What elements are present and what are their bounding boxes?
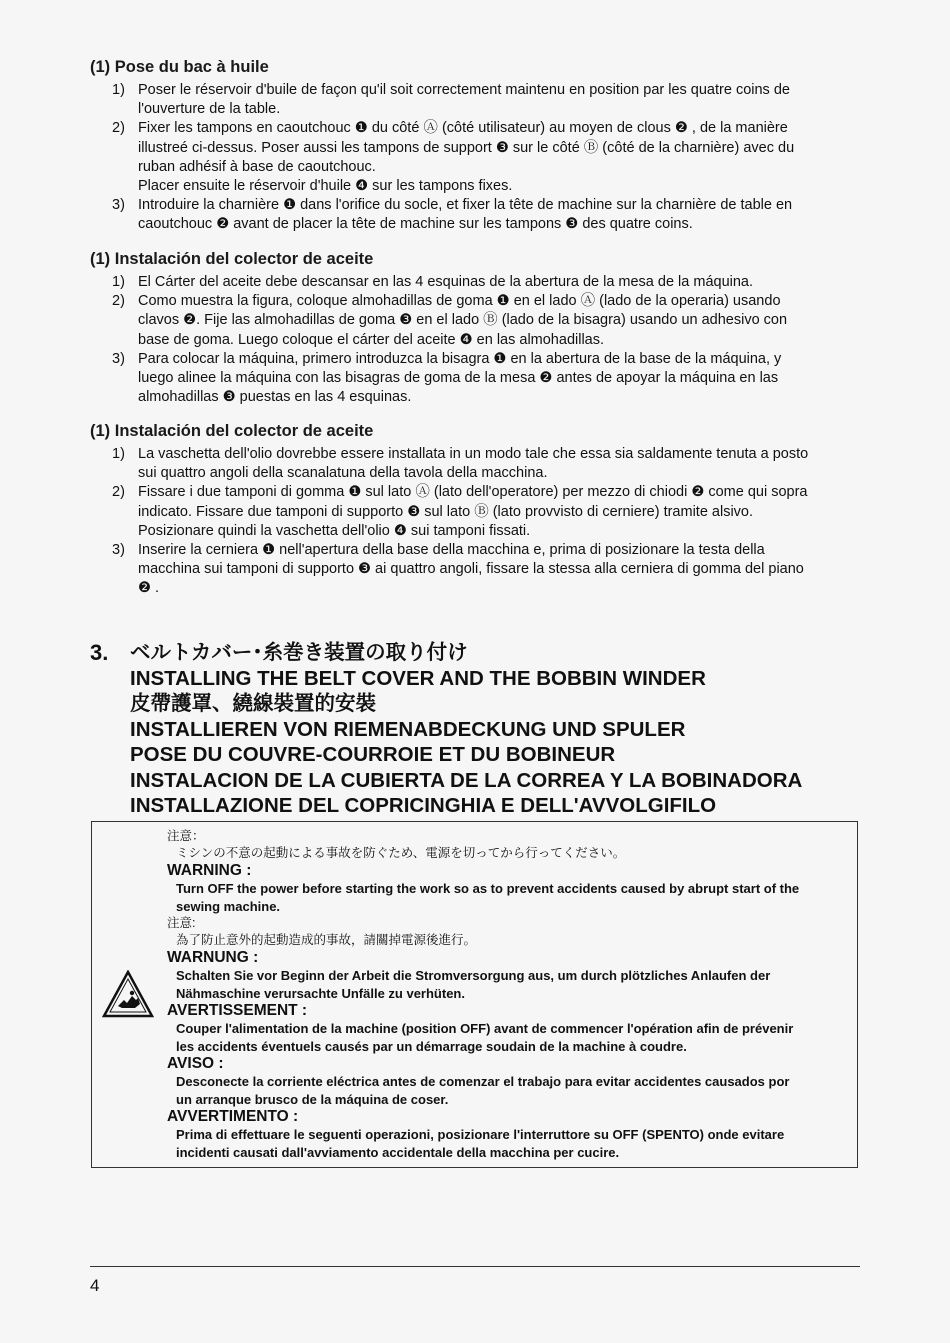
warning-zh: 注意: 為了防止意外的起動造成的事故，請關掉電源後進行。 (167, 916, 477, 947)
section-fr (90, 58, 860, 235)
warning-content (167, 828, 852, 1161)
list-item: 2) Fixer les tampons en caoutchouc ❶ du côté Ⓐ (côté utilisateur) au moyen de clous ❷ , de la manière illustreé ci-dessus. Poser aussi les tampons de support ❸ sur le côté Ⓑ (côté de la charnière) avec du ruban adhésif à base de caoutchouc. Placer ensuite le réservoir d'huile ❹ sur les tampons fixes. (112, 120, 795, 195)
list-item: 3) Para colocar la máquina, primero introduzca la bisagra ❶ en la abertura de la base de la máquina, y luego alinee la máquina con las bisagras de goma de la mesa ❷ antes de apoyar la máquina en las almohadillas ❸ puestas en las 4 esquinas. (112, 350, 782, 406)
page-number: 4 (90, 1276, 100, 1295)
warning-fr: AVERTISSEMENT : Couper l'alimentation de la machine (position OFF) avant de commencer l'opération afin de prévenir les accidents éventuels causés par un démarrage soudain de la machine à coudre. (167, 1002, 794, 1054)
list-item: 1) Poser le réservoir d'buile de façon qu'il soit correctement maintenu en position par les quatre coins de l'ouverture de la table. (112, 82, 790, 118)
list-item: 3) Introduire la charnière ❶ dans l'orifice du socle, et fixer la tête de machine sur la charnière de table en caoutchouc ❷ avant de placer la tête de machine sur les tampons ❸ des quatre coins. (112, 197, 793, 233)
section-it (90, 422, 860, 599)
section-heading: (1) Pose du bac à huile (90, 58, 269, 76)
instruction-list (90, 81, 860, 235)
footer-rule (90, 1266, 860, 1267)
title-de: INSTALLIEREN VON RIEMENABDECKUNG UND SPULER (130, 717, 686, 741)
section-es (90, 250, 860, 407)
list-item: 2) Fissare i due tamponi di gomma ❶ sul lato Ⓐ (lato dell'operatore) per mezzo di chiodi ❷ come qui sopra indicato. Fissare due tamponi di supporto ❸ sul lato Ⓑ (lato provvisto di cerniere) tramite alsivo. Posizionare quindi la vaschetta dell'olio ❹ sui tamponi fissati. (112, 484, 808, 539)
list-item: 1) La vaschetta dell'olio dovrebbe essere installata in un modo tale che essa sia saldamente tenuta a posto sui quattro angoli della scanalatuna della tavola della macchina. (112, 446, 809, 482)
warning-triangle-hand-icon (102, 970, 154, 1018)
section-heading: (1) Instalación del colector de aceite (90, 250, 374, 268)
instruction-list (90, 445, 860, 599)
title-fr: POSE DU COUVRE-COURROIE ET DU BOBINEUR (130, 743, 616, 766)
warning-box (91, 821, 858, 1168)
list-item: 1) El Cárter del aceite debe descansar en las 4 esquinas de la abertura de la mesa de la máquina. (112, 274, 754, 290)
list-item: 3) Inserire la cerniera ❶ nell'apertura della base della macchina e, prima di posizionare la testa della macchina sui tamponi di supporto ❸ ai quattro angoli, fissare la stessa alla cerniera di gomma del piano ❷ . (112, 542, 804, 597)
section-number: 3. (90, 640, 109, 665)
warning-it: AVVERTIMENTO : Prima di effettuare le seguenti operazioni, posizionare l'interruttore su OFF (SPENTO) onde evitare incidenti causati dall'avviamento accidentale della macchina per cucire. (167, 1108, 785, 1160)
list-item: 2) Como muestra la figura, coloque almohadillas de goma ❶ en el lado Ⓐ (lado de la operaria) usando clavos ❷. Fije las almohadillas de goma ❸ en el lado Ⓑ (lado de la bisagra) usando un adhesivo con base de goma. Luego coloque el cárter del aceite ❹ en las almohadillas. (112, 293, 788, 348)
title-it: INSTALLAZIONE DEL COPRICINGHIA E DELL'AVVOLGIFILO (130, 794, 717, 817)
title-en: INSTALLING THE BELT COVER AND THE BOBBIN WINDER (130, 666, 706, 690)
section-heading: (1) Instalación del colector de aceite (90, 422, 374, 440)
warning-es: AVISO : Desconecte la corriente eléctrica antes de comenzar el trabajo para evitar accidentes causados por un arranque brusco de la máquina de coser. (167, 1055, 790, 1107)
warning-ja: 注意： ミシンの不意の起動による事故を防ぐため、電源を切ってから行ってください。 (167, 829, 626, 860)
title-zh: 皮帶護罩、繞線裝置的安裝 (130, 692, 376, 715)
warning-en: WARNING : Turn OFF the power before starting the work so as to prevent accidents caused by abrupt start of the sewing machine. (167, 862, 800, 914)
title-es: INSTALACION DE LA CUBIERTA DE LA CORREA Y LA BOBINADORA (130, 768, 803, 792)
warning-de: WARNUNG : Schalten Sie vor Beginn der Arbeit die Stromversorgung aus, um durch plötzliches Anlaufen der Nähmaschine verursachte Unfälle zu verhüten. (167, 949, 771, 1001)
section-titles (130, 640, 870, 819)
instruction-list (90, 273, 860, 407)
title-ja: ベルトカバー･糸巻き装置の取り付け (130, 641, 468, 664)
